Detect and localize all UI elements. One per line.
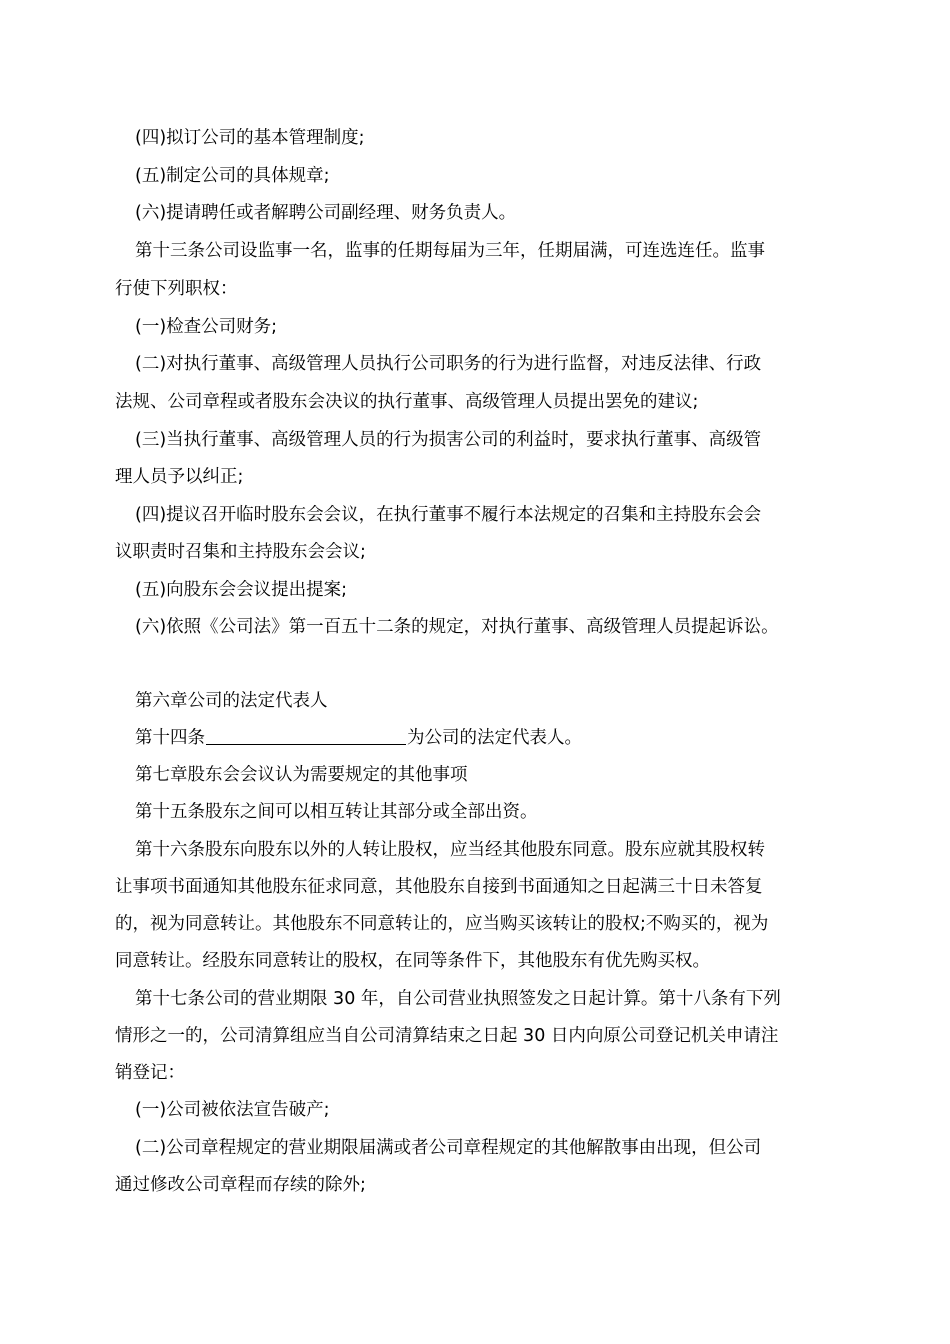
paragraph-line: 行使下列职权： (115, 279, 238, 299)
article-15-line: 第十五条股东之间可以相互转让其部分或全部出资。 (135, 802, 538, 822)
legal-representative-blank (206, 726, 406, 745)
paragraph-line: (五)向股东会会议提出提案; (135, 580, 348, 600)
paragraph-line: (五)制定公司的具体规章; (135, 166, 330, 186)
paragraph-line: 的，视为同意转让。其他股东不同意转让的，应当购买该转让的股权;不购买的，视为 (115, 914, 769, 934)
paragraph-line: (六)依照《公司法》第一百五十二条的规定，对执行董事、高级管理人员提起诉讼。 (135, 617, 779, 637)
paragraph-line: (一)检查公司财务; (135, 317, 278, 337)
article-14-line (135, 726, 582, 750)
paragraph-line: 同意转让。经股东同意转让的股权，在同等条件下，其他股东有优先购买权。 (115, 951, 710, 971)
paragraph-line: 通过修改公司章程而存续的除外; (115, 1175, 366, 1195)
paragraph-line: 理人员予以纠正; (115, 467, 244, 487)
paragraph-line: (三)当执行董事、高级管理人员的行为损害公司的利益时，要求执行董事、高级管 (135, 430, 762, 450)
article-13-line: 第十三条公司设监事一名，监事的任期每届为三年，任期届满，可连选连任。监事 (135, 241, 765, 261)
paragraph-line: (四)拟订公司的基本管理制度; (135, 128, 365, 148)
paragraph-line: (一)公司被依法宣告破产; (135, 1100, 330, 1120)
article-14-label: 第十四条 (135, 728, 205, 748)
paragraph-line: 情形之一的，公司清算组应当自公司清算结束之日起 30 日内向原公司登记机关申请注 (115, 1026, 779, 1046)
article-16-line: 第十六条股东向股东以外的人转让股权，应当经其他股东同意。股东应就其股权转 (135, 840, 765, 860)
article-17-line: 第十七条公司的营业期限 30 年，自公司营业执照签发之日起计算。第十八条有下列 (135, 989, 781, 1009)
article-14-text: 为公司的法定代表人。 (407, 728, 582, 748)
paragraph-line: (二)对执行董事、高级管理人员执行公司职务的行为进行监督，对违反法律、行政 (135, 354, 762, 374)
paragraph-line: (二)公司章程规定的营业期限届满或者公司章程规定的其他解散事由出现，但公司 (135, 1138, 762, 1158)
paragraph-line: 让事项书面通知其他股东征求同意，其他股东自接到书面通知之日起满三十日未答复 (115, 877, 763, 897)
paragraph-line: 法规、公司章程或者股东会决议的执行董事、高级管理人员提出罢免的建议; (115, 392, 699, 412)
chapter-6-heading: 第六章公司的法定代表人 (135, 691, 328, 711)
paragraph-line: (六)提请聘任或者解聘公司副经理、财务负责人。 (135, 203, 517, 223)
paragraph-line: 议职责时召集和主持股东会会议; (115, 542, 366, 562)
paragraph-line: 销登记： (115, 1063, 185, 1083)
chapter-7-heading: 第七章股东会会议认为需要规定的其他事项 (135, 765, 468, 785)
paragraph-line: (四)提议召开临时股东会会议，在执行董事不履行本法规定的召集和主持股东会会 (135, 505, 762, 525)
